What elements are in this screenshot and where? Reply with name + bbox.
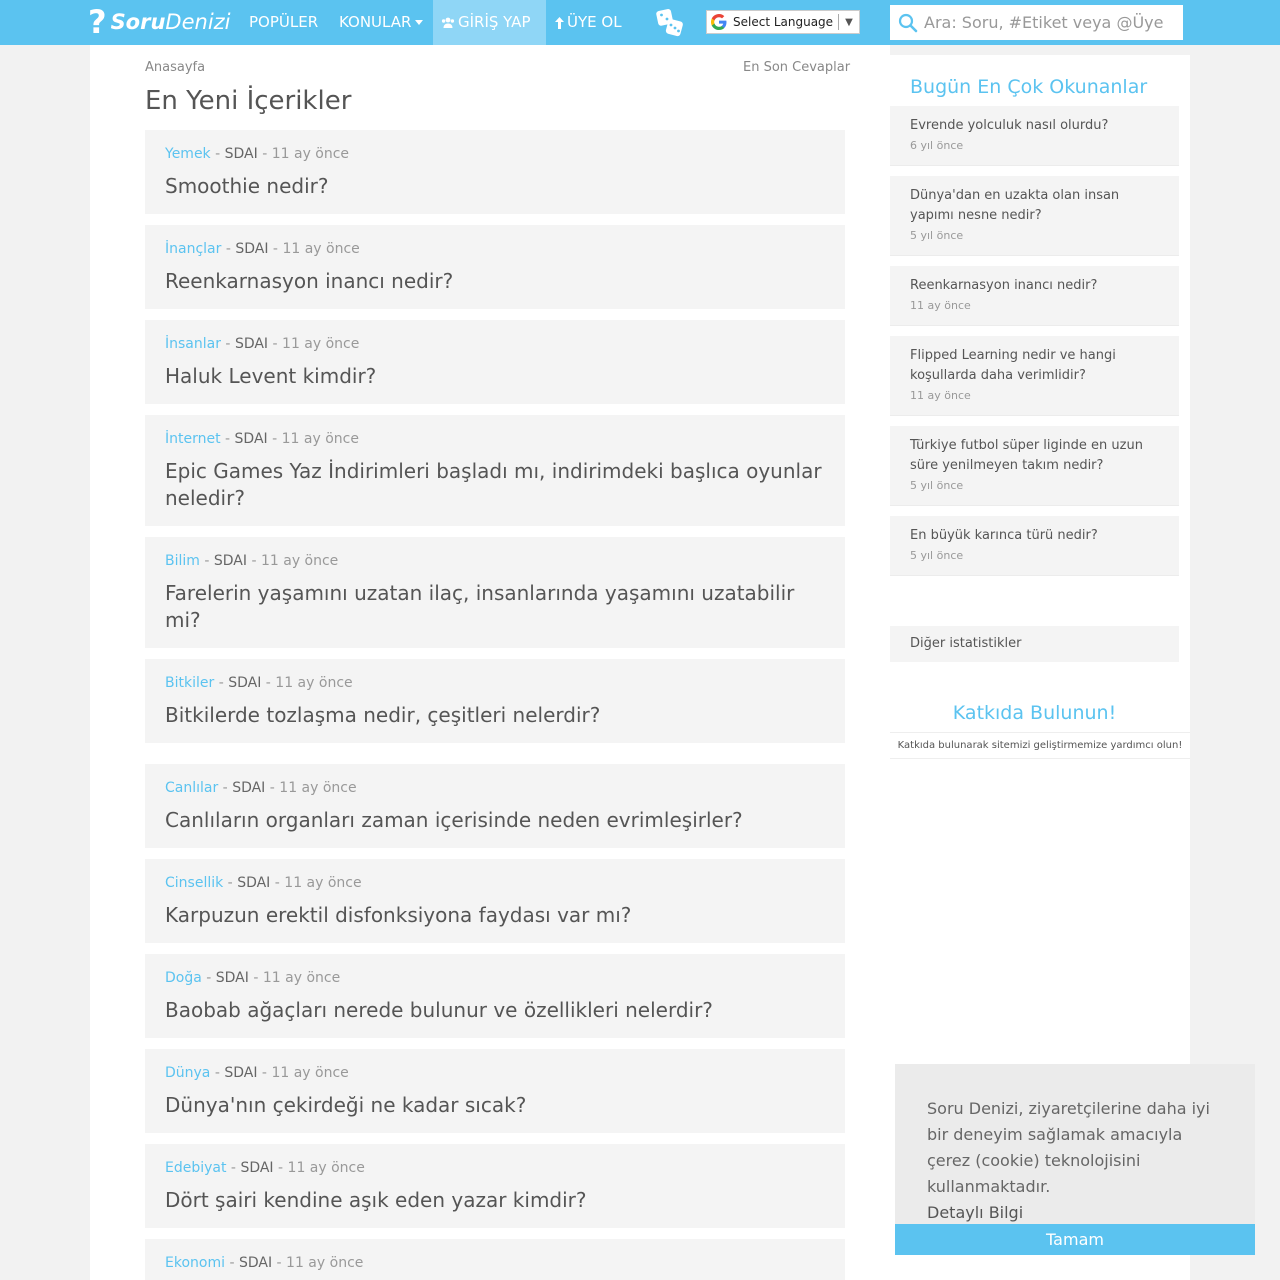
post-meta: Edebiyat - SDAI - 11 ay önce xyxy=(165,1160,365,1176)
nav-login[interactable] xyxy=(433,0,546,45)
post-time: 11 ay önce xyxy=(281,431,359,447)
popular-item[interactable] xyxy=(890,516,1179,576)
breadcrumb-home[interactable]: Anasayfa xyxy=(145,60,206,75)
post-category[interactable]: Yemek xyxy=(165,146,211,162)
post-time: 11 ay önce xyxy=(282,241,360,257)
post-time: 11 ay önce xyxy=(282,336,360,352)
nav-popular[interactable]: POPÜLER xyxy=(249,13,319,31)
popular-item-time: 5 yıl önce xyxy=(910,479,964,492)
popular-item[interactable] xyxy=(890,426,1179,506)
post-user[interactable]: SDAI xyxy=(237,875,271,891)
post-title[interactable]: Haluk Levent kimdir? xyxy=(165,364,377,388)
post-card[interactable] xyxy=(145,1144,845,1228)
post-title[interactable]: Canlıların organları zaman içerisinde neden evrimleşirler? xyxy=(165,808,743,832)
popular-item-title[interactable]: En büyük karınca türü nedir? xyxy=(910,528,1098,543)
post-meta: İnsanlar - SDAI - 11 ay önce xyxy=(165,336,360,352)
nav-topics-label: KONULAR xyxy=(339,13,412,31)
dice-icon[interactable] xyxy=(655,8,685,38)
popular-item-title[interactable]: Dünya'dan en uzakta olan insan yapımı nesne nedir? xyxy=(910,188,1120,223)
users-icon xyxy=(441,17,455,29)
nav-login-label: GİRİŞ YAP xyxy=(458,13,531,31)
post-time: 11 ay önce xyxy=(271,146,350,162)
post-meta: Dünya - SDAI - 11 ay önce xyxy=(165,1065,349,1081)
post-category[interactable]: Doğa xyxy=(165,970,202,986)
post-card[interactable] xyxy=(145,1239,845,1280)
post-user[interactable]: SDAI xyxy=(234,336,269,352)
popular-item-time: 5 yıl önce xyxy=(910,229,964,242)
post-category[interactable]: Canlılar xyxy=(165,780,219,796)
logo-text-light: Denizi xyxy=(165,10,231,34)
post-meta: Bilim - SDAI - 11 ay önce xyxy=(165,553,339,569)
cookie-notice xyxy=(895,1064,1255,1224)
post-category[interactable]: Ekonomi xyxy=(165,1255,225,1271)
post-meta: Canlılar - SDAI - 11 ay önce xyxy=(165,780,357,796)
post-time: 11 ay önce xyxy=(262,970,341,986)
post-user[interactable]: SDAI xyxy=(240,1160,274,1176)
post-user[interactable]: SDAI xyxy=(215,970,249,986)
triangle-down-icon: ▼ xyxy=(845,16,853,28)
post-user[interactable]: SDAI xyxy=(232,780,266,796)
popular-item-title[interactable]: Evrende yolculuk nasıl olurdu? xyxy=(910,118,1109,133)
post-user[interactable]: SDAI xyxy=(224,1065,258,1081)
popular-item-time: 5 yıl önce xyxy=(910,549,964,562)
popular-item[interactable] xyxy=(890,266,1179,326)
post-card[interactable] xyxy=(145,225,845,309)
popular-item-title[interactable]: Reenkarnasyon inancı nedir? xyxy=(910,278,1098,293)
other-stats-link[interactable]: Diğer istatistikler xyxy=(890,626,1179,662)
popular-item-time: 11 ay önce xyxy=(910,299,971,312)
sidebar-title: Bugün En Çok Okunanlar xyxy=(910,76,1148,98)
arrow-up-icon xyxy=(555,17,564,29)
post-meta: Yemek - SDAI - 11 ay önce xyxy=(165,146,350,162)
post-title[interactable]: Bitkilerde tozlaşma nedir, çeşitleri nelerdir? xyxy=(165,703,601,727)
post-user[interactable]: SDAI xyxy=(234,431,268,447)
post-card[interactable] xyxy=(145,537,845,648)
post-time: 11 ay önce xyxy=(284,875,362,891)
post-title[interactable]: Karpuzun erektil disfonksiyona faydası var mı? xyxy=(165,903,632,927)
post-user[interactable]: SDAI xyxy=(224,146,258,162)
post-time: 11 ay önce xyxy=(275,675,353,691)
search-input[interactable] xyxy=(924,13,1179,32)
language-divider xyxy=(838,14,839,30)
cookie-more-link[interactable]: Detaylı Bilgi xyxy=(927,1203,1024,1222)
contribute-title: Katkıda Bulunun! xyxy=(952,702,1117,724)
post-meta: Ekonomi - SDAI - 11 ay önce xyxy=(165,1255,364,1271)
cookie-accept-button[interactable]: Tamam xyxy=(895,1224,1255,1255)
nav-signup[interactable] xyxy=(547,0,630,45)
popular-item-title[interactable]: Flipped Learning nedir ve hangi koşullarda daha verimlidir? xyxy=(910,348,1116,383)
popular-item-title[interactable]: Türkiye futbol süper liginde en uzun süre yenilmeyen takım nedir? xyxy=(910,438,1143,473)
post-meta: İnternet - SDAI - 11 ay önce xyxy=(165,431,359,447)
post-category[interactable]: İnançlar xyxy=(165,241,222,257)
post-card[interactable] xyxy=(145,415,845,526)
popular-item[interactable] xyxy=(890,106,1179,166)
post-card[interactable] xyxy=(145,764,845,848)
google-icon xyxy=(711,14,727,30)
post-card[interactable] xyxy=(145,659,845,743)
popular-item[interactable] xyxy=(890,176,1179,256)
post-category[interactable]: Bitkiler xyxy=(165,675,215,691)
post-time: 11 ay önce xyxy=(271,1065,349,1081)
post-title[interactable]: Dört şairi kendine aşık eden yazar kimdir? xyxy=(165,1188,587,1212)
language-select[interactable] xyxy=(706,10,860,34)
search-box xyxy=(890,5,1183,40)
popular-item-time: 6 yıl önce xyxy=(910,139,964,152)
caret-down-icon xyxy=(415,20,423,25)
post-meta: İnançlar - SDAI - 11 ay önce xyxy=(165,241,360,257)
post-category[interactable]: Edebiyat xyxy=(165,1160,227,1176)
language-label: Select Language xyxy=(733,15,834,29)
post-category[interactable]: Cinsellik xyxy=(165,875,224,891)
post-time: 11 ay önce xyxy=(260,553,339,569)
post-title[interactable]: Baobab ağaçları nerede bulunur ve özellikleri nelerdir? xyxy=(165,998,713,1022)
question-mark-icon: ? xyxy=(88,3,107,41)
post-title[interactable]: Dünya'nın çekirdeği ne kadar sıcak? xyxy=(165,1093,527,1117)
post-card[interactable] xyxy=(145,859,845,943)
post-meta: Doğa - SDAI - 11 ay önce xyxy=(165,970,341,986)
post-user[interactable]: SDAI xyxy=(213,553,248,569)
post-user[interactable]: SDAI xyxy=(228,675,262,691)
post-title[interactable]: Reenkarnasyon inancı nedir? xyxy=(165,269,454,293)
popular-item-time: 11 ay önce xyxy=(910,389,971,402)
top-navbar xyxy=(0,0,1280,45)
post-title[interactable]: Epic Games Yaz İndirimleri başladı mı, indirimdeki başlıca oyunlar neledir? xyxy=(165,459,822,510)
post-time: 11 ay önce xyxy=(279,780,357,796)
contribute-text: Katkıda bulunarak sitemizi geliştirmemize yardımcı olun! xyxy=(890,732,1190,759)
latest-answers-link[interactable]: En Son Cevaplar xyxy=(743,60,851,75)
post-card[interactable] xyxy=(145,320,845,404)
post-category[interactable]: İnternet xyxy=(165,431,221,447)
post-time: 11 ay önce xyxy=(287,1160,365,1176)
post-title[interactable]: Farelerin yaşamını uzatan ilaç, insanlarında yaşamını uzatabilir mi? xyxy=(165,581,795,632)
search-icon[interactable] xyxy=(898,13,918,33)
cookie-text: Soru Denizi, ziyaretçilerine daha iyi bir deneyim sağlamak amacıyla çerez (cookie) teknolojisini kullanmaktadır. xyxy=(927,1099,1210,1196)
post-category[interactable]: İnsanlar xyxy=(165,336,221,352)
post-user[interactable]: SDAI xyxy=(238,1255,273,1271)
post-category[interactable]: Dünya xyxy=(165,1065,211,1081)
post-title[interactable]: Smoothie nedir? xyxy=(165,174,329,198)
site-logo[interactable] xyxy=(88,4,231,40)
post-meta: Bitkiler - SDAI - 11 ay önce xyxy=(165,675,353,691)
post-card[interactable] xyxy=(145,954,845,1038)
post-card[interactable] xyxy=(145,1049,845,1133)
post-meta: Cinsellik - SDAI - 11 ay önce xyxy=(165,875,362,891)
post-card[interactable] xyxy=(145,130,845,214)
post-time: 11 ay önce xyxy=(286,1255,364,1271)
logo-text-bold: Soru xyxy=(110,10,166,34)
post-user[interactable]: SDAI xyxy=(235,241,269,257)
nav-signup-label: ÜYE OL xyxy=(567,13,622,31)
nav-topics[interactable] xyxy=(331,0,431,45)
popular-item[interactable] xyxy=(890,336,1179,416)
page-title: En Yeni İçerikler xyxy=(145,86,352,116)
post-category[interactable]: Bilim xyxy=(165,553,200,569)
